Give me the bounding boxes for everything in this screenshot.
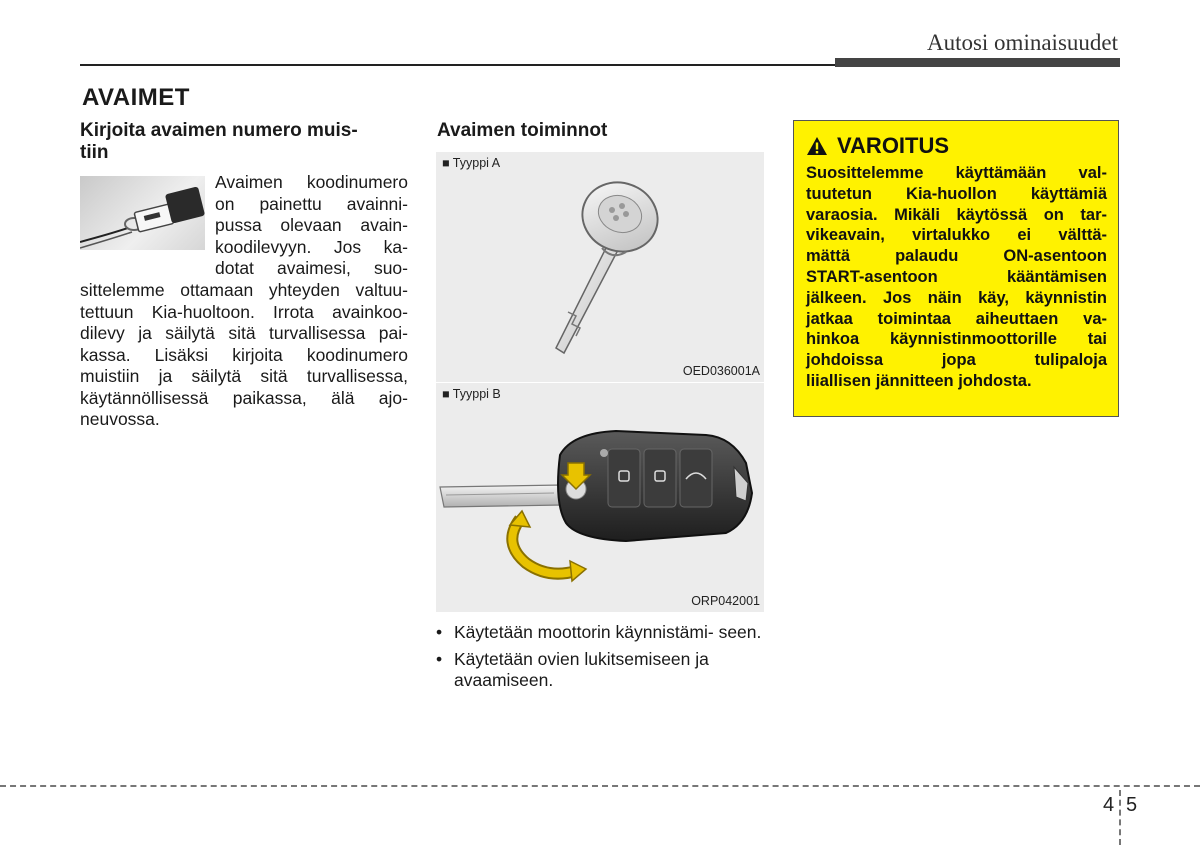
warning-line-last: liiallisen jännitteen johdosta. [806, 371, 1032, 390]
figure-code: ORP042001 [691, 594, 760, 608]
bullet-text: Käytetään moottorin käynnistämi- seen. [454, 622, 762, 642]
warning-line: jälkeen. Jos näin käy, käynnistin [806, 288, 1107, 307]
bullet-dot: • [436, 648, 443, 669]
section-title: AVAIMET [82, 84, 190, 111]
figure-type-a [436, 152, 764, 382]
text-line: pussa olevaan avain- [215, 215, 408, 235]
warning-line: hinkoa käynnistinmoottorille tai [806, 330, 1107, 349]
function-list [436, 622, 764, 697]
footer-divider [0, 785, 1200, 787]
key-code-text [80, 280, 408, 409]
text-line: tettuun Kia-huoltoon. Irrota avainkoo- [80, 301, 408, 322]
page-number-separator [1119, 790, 1121, 845]
figure-code: OED036001A [682, 364, 760, 378]
warning-text [806, 163, 1107, 392]
figure-type-b [436, 383, 764, 612]
text-line: kassa. Lisäksi kirjoita koodinumero [80, 344, 408, 365]
text-line-last: neuvossa. [80, 409, 160, 429]
text-line: sittelemme ottamaan yhteyden valtuu- [80, 280, 408, 300]
middle-heading: Avaimen toiminnot [437, 120, 608, 141]
key-type-a-illustration [436, 152, 764, 382]
chapter-number: 4 [1103, 794, 1115, 816]
text-line: Avaimen koodinumero [215, 172, 408, 192]
warning-line: johdoissa jopa tulipaloja [806, 351, 1107, 370]
key-type-b-illustration [436, 383, 764, 612]
warning-triangle-icon [806, 136, 828, 156]
figure-label: ■ Tyyppi B [442, 387, 501, 401]
figure-label: ■ Tyyppi A [442, 156, 501, 170]
bullet-text: Käytetään ovien lukitsemiseen ja avaamiseen. [454, 648, 709, 690]
warning-title: VAROITUS [837, 133, 950, 158]
warning-line: jatkaa toimintaa aiheuttaen va- [806, 309, 1107, 328]
left-heading-line: Kirjoita avaimen numero muis- [80, 120, 358, 141]
left-heading [80, 120, 410, 164]
warning-line: tuutetun Kia-huollon käyttämiä [806, 184, 1107, 203]
chapter-title: Autosi ominaisuudet [926, 30, 1118, 55]
warning-header [806, 133, 949, 159]
list-item [436, 622, 764, 644]
bullet-dot: • [436, 622, 443, 642]
warning-line: varaosia. Mikäli käytössä on tar- [806, 205, 1107, 224]
text-line: muistiin ja säilytä sitä turvallisessa, [80, 366, 408, 386]
text-line: dotat avaimesi, suo- [215, 258, 408, 278]
text-line: käytännöllisessä paikassa, älä ajo- [80, 387, 408, 408]
list-item [436, 649, 764, 692]
warning-line: mättä palaudu ON-asentoon [806, 247, 1107, 266]
text-line: koodilevyyn. Jos ka- [215, 236, 408, 257]
key-code-text-wrap [215, 172, 408, 280]
text-line: on painettu avainni- [215, 193, 408, 214]
text-line: dilevy ja säilytä sitä turvallisessa pai- [80, 323, 408, 343]
warning-line: START-asentoon kääntämisen [806, 267, 1107, 286]
header-rule-accent [835, 58, 1120, 67]
warning-line: Suosittelemme käyttämään val- [806, 164, 1107, 182]
page-number: 5 [1126, 794, 1138, 816]
left-heading-line: tiin [80, 142, 109, 163]
key-tag-photo [80, 176, 205, 250]
warning-line: vikeavain, virtalukko ei välttä- [806, 226, 1107, 245]
key-tag-illustration [80, 176, 205, 250]
warning-box [793, 120, 1119, 417]
